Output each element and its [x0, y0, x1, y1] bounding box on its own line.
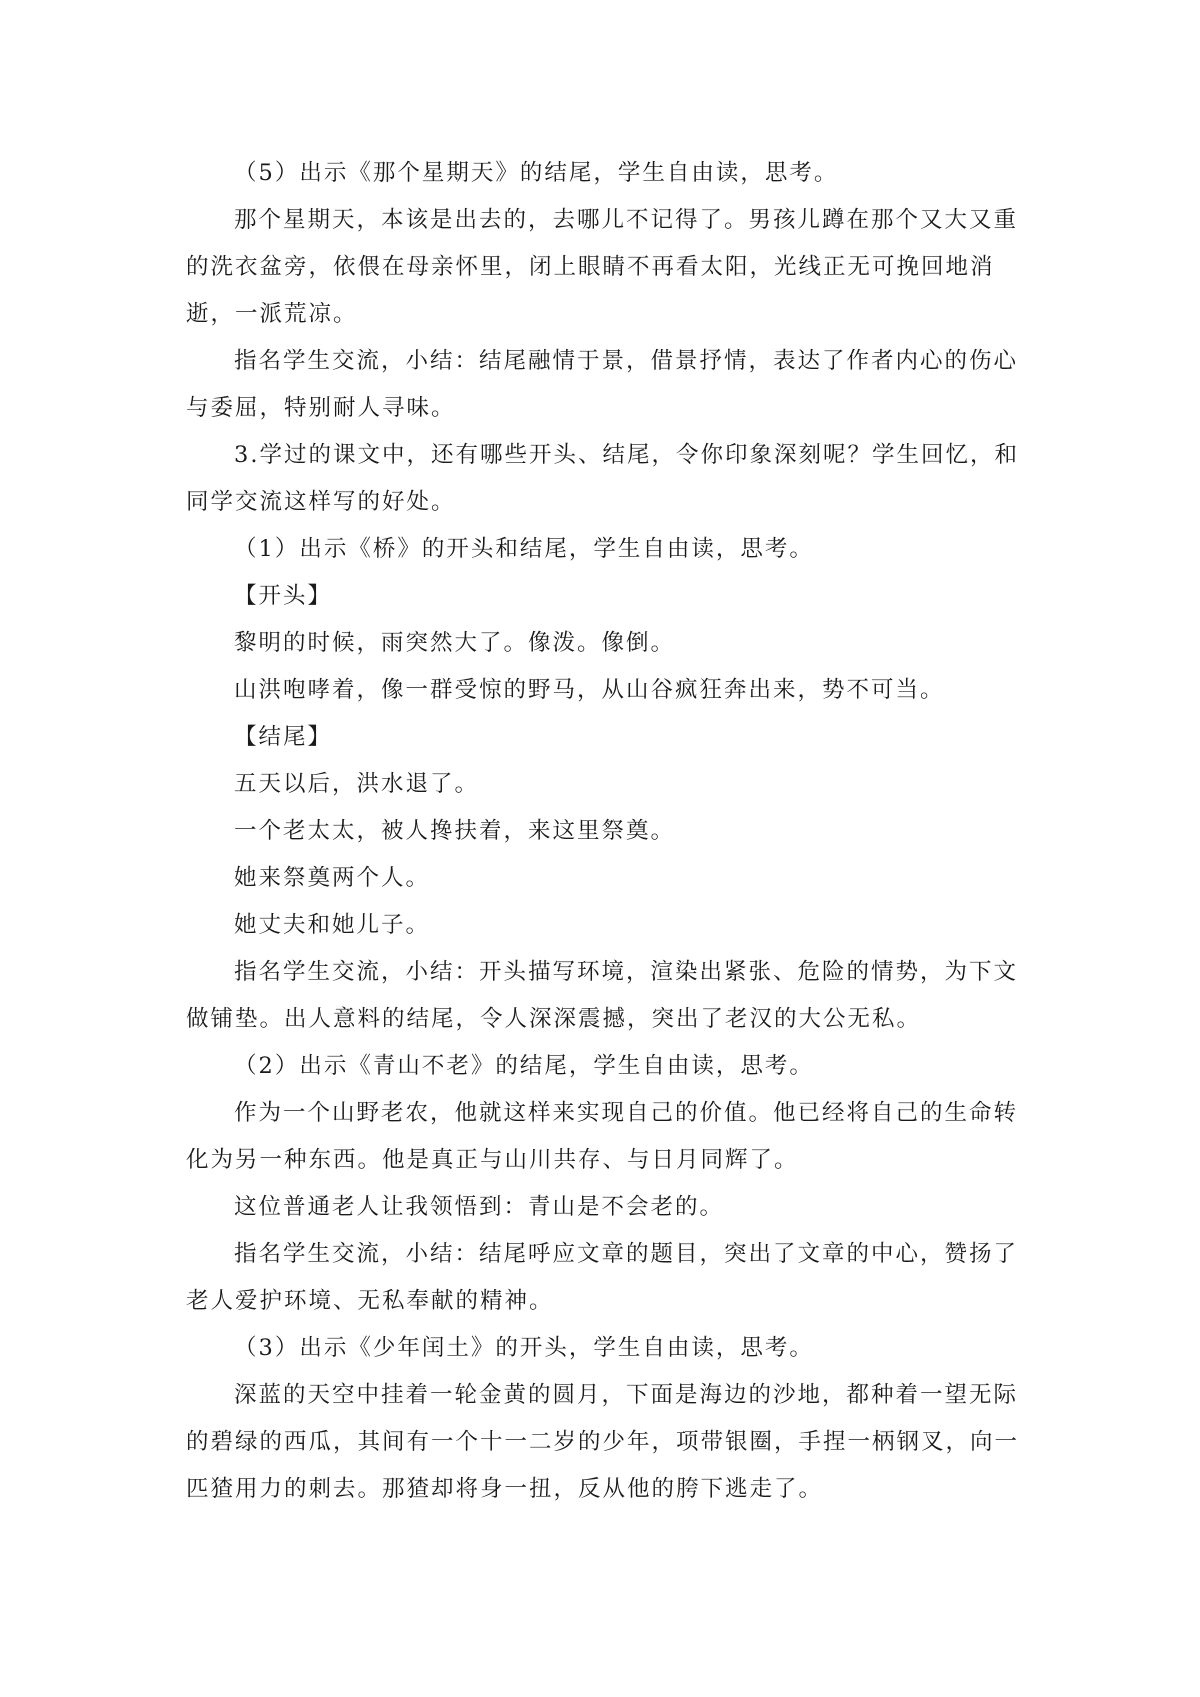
paragraph-bridge-opening-1: 黎明的时候，雨突然大了。像泼。像倒。: [234, 630, 676, 656]
paragraph-bridge-ending-2: 一个老太太，被人搀扶着，来这里祭奠。: [234, 818, 676, 844]
paragraph-bridge-opening-2: 山洪咆哮着，像一群受惊的野马，从山谷疯狂奔出来，势不可当。: [234, 677, 945, 703]
paragraph-mountain-ending-2: 这位普通老人让我领悟到：青山是不会老的。: [234, 1194, 725, 1220]
paragraph-step-5-heading: （5）出示《那个星期天》的结尾，学生自由读，思考。: [234, 160, 839, 186]
paragraph-summary-1: 指名学生交流，小结：结尾融情于景，借景抒情，表达了作者内心的伤心与委屈，特别耐人寻味。: [186, 348, 1019, 421]
paragraph-runtu-heading: （3）出示《少年闰土》的开头，学生自由读，思考。: [234, 1335, 814, 1361]
paragraph-sunday-ending: 那个星期天，本该是出去的，去哪儿不记得了。男孩儿蹲在那个又大又重的洗衣盆旁，依偎在母亲怀里，闭上眼睛不再看太阳，光线正无可挽回地消逝，一派荒凉。: [186, 207, 1019, 327]
label-opening: 【开头】: [234, 583, 333, 609]
paragraph-summary-3: 指名学生交流，小结：结尾呼应文章的题目，突出了文章的中心，赞扬了老人爱护环境、无私奉献的精神。: [186, 1241, 1019, 1314]
paragraph-mountain-heading: （2）出示《青山不老》的结尾，学生自由读，思考。: [234, 1053, 814, 1079]
document-body: [186, 150, 1026, 1513]
paragraph-runtu-opening: 深蓝的天空中挂着一轮金黄的圆月，下面是海边的沙地，都种着一望无际的碧绿的西瓜，其间有一个十一二岁的少年，项带银圈，手捏一柄钢叉，向一匹猹用力的刺去。那猹却将身一扭，反从他的胯下逃走了。: [186, 1382, 1020, 1502]
paragraph-bridge-heading: （1）出示《桥》的开头和结尾，学生自由读，思考。: [234, 536, 814, 562]
paragraph-bridge-ending-1: 五天以后，洪水退了。: [234, 771, 480, 797]
label-ending: 【结尾】: [234, 724, 333, 750]
paragraph-summary-2: 指名学生交流，小结：开头描写环境，渲染出紧张、危险的情势，为下文做铺垫。出人意料的结尾，令人深深震撼，突出了老汉的大公无私。: [186, 959, 1019, 1032]
paragraph-bridge-ending-4: 她丈夫和她儿子。: [234, 912, 431, 938]
paragraph-step-3-question: 3.学过的课文中，还有哪些开头、结尾，令你印象深刻呢？学生回忆，和同学交流这样写的好处。: [186, 442, 1019, 515]
paragraph-mountain-ending-1: 作为一个山野老农，他就这样来实现自己的价值。他已经将自己的生命转化为另一种东西。他是真正与山川共存、与日月同辉了。: [186, 1100, 1019, 1173]
paragraph-bridge-ending-3: 她来祭奠两个人。: [234, 865, 431, 891]
